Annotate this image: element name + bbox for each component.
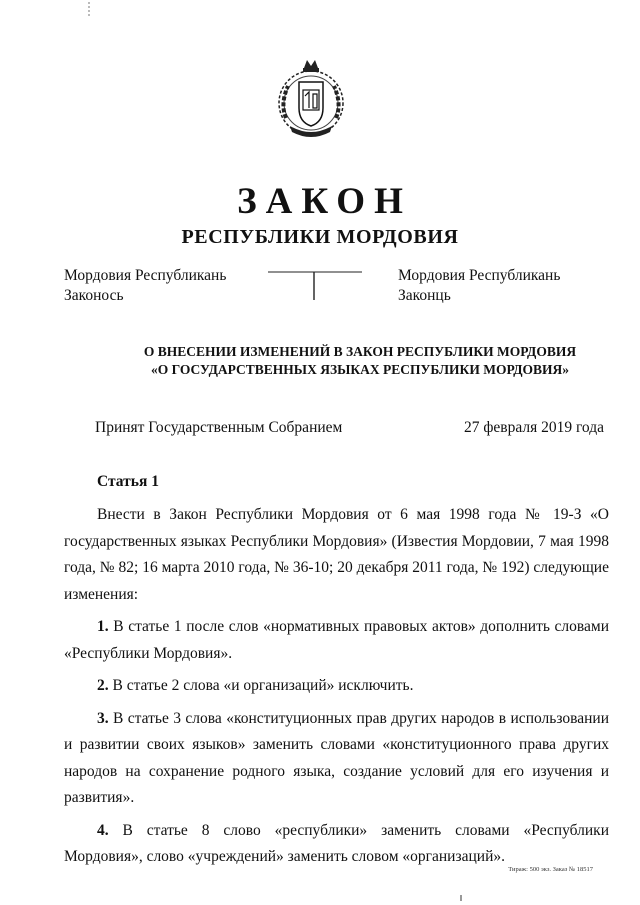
scan-artifact [88,2,90,16]
print-info: Тираж: 500 экз. Заказ № 18517 [508,866,593,873]
caption-line: Законць [398,287,451,304]
scan-artifact [460,895,462,901]
amendment-item [64,706,609,812]
amendment-item [64,673,609,700]
header-divider [266,268,364,302]
amendment-number: 1. [97,618,109,635]
caption-line: Законось [64,287,124,304]
caption-line: Мордовия Республикань [398,267,561,284]
amendment-number: 2. [97,677,109,694]
amendment-text: В статье 8 слово «республики» заменить словами «Республики Мордовия», слово «учреждений» заменить словом «организаций». [64,821,609,865]
document-subtitle: РЕСПУБЛИКИ МОРДОВИЯ [181,226,459,248]
caption-line: Мордовия Республикань [64,267,227,284]
amendment-item [64,614,609,667]
amendment-text: В статье 3 слова «конституционных прав других народов в использовании и развитии своих языков» заменить словами «конституционного права других народов на сохранение родного языка, создание условий для его изучения и развития». [64,709,609,806]
article-intro: Внести в Закон Республики Мордовия от 6 мая 1998 года № 19-З «О государственных языках Республики Мордовия» (Известия Мордовии, 7 мая 1998 года, № 82; 16 марта 2010 года, № 36-10; 20 декабря 2011 года, № 192) следующие изменения: [64,506,609,603]
adopted-by: Принят Государственным Собранием [95,419,343,436]
law-name-line: О ВНЕСЕНИИ ИЗМЕНЕНИЙ В ЗАКОН РЕСПУБЛИКИ МОРДОВИЯ [143,344,577,359]
article-body [64,502,609,871]
law-name [100,343,620,379]
amendment-item [64,818,609,871]
document-title: ЗАКОН [237,181,412,222]
amendment-text: В статье 1 после слов «нормативных правовых актов» дополнить словами «Республики Мордовия». [64,618,609,662]
adopted-date: 27 февраля 2019 года [463,419,604,436]
coat-of-arms-icon [272,56,350,140]
erzya-caption [64,266,226,306]
amendment-number: 4. [97,821,109,839]
moksha-caption [398,266,560,306]
law-name-line: «О ГОСУДАРСТВЕННЫХ ЯЗЫКАХ РЕСПУБЛИКИ МОРДОВИЯ» [150,362,570,377]
amendment-number: 3. [97,709,109,727]
article-title: Статья 1 [97,473,159,490]
amendment-text: В статье 2 слова «и организаций» исключить. [108,677,414,694]
